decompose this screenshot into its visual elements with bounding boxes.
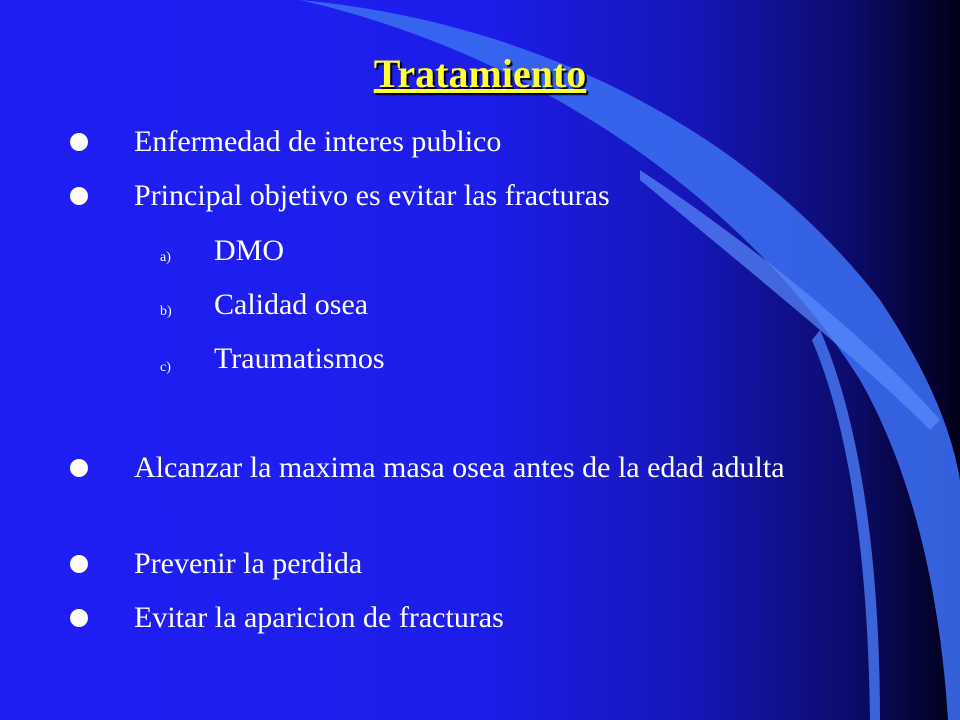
subitem-marker: c) — [160, 360, 171, 375]
subitem-traumatismos: Traumatismos — [214, 342, 385, 375]
bullet-item-evitar-fracturas: Evitar la aparicion de fracturas — [134, 601, 504, 634]
bullet-icon — [70, 459, 88, 477]
bullet-item-masa-osea: Alcanzar la maxima masa osea antes de la edad adulta — [134, 451, 785, 484]
bullet-icon — [70, 187, 88, 205]
bullet-icon — [70, 133, 88, 151]
subitem-dmo: DMO — [214, 234, 285, 267]
subitem-marker: b) — [160, 304, 172, 319]
bullet-icon — [70, 609, 88, 627]
subitem-calidad-osea: Calidad osea — [214, 288, 369, 321]
bullet-item-interes-publico: Enfermedad de interes publico — [134, 125, 502, 158]
subitem-marker: a) — [160, 250, 171, 265]
bullet-item-prevenir: Prevenir la perdida — [134, 547, 363, 580]
bullet-item-objetivo: Principal objetivo es evitar las fracturas — [134, 179, 610, 212]
bullet-icon — [70, 555, 88, 573]
slide-title: Tratamiento — [373, 51, 587, 96]
